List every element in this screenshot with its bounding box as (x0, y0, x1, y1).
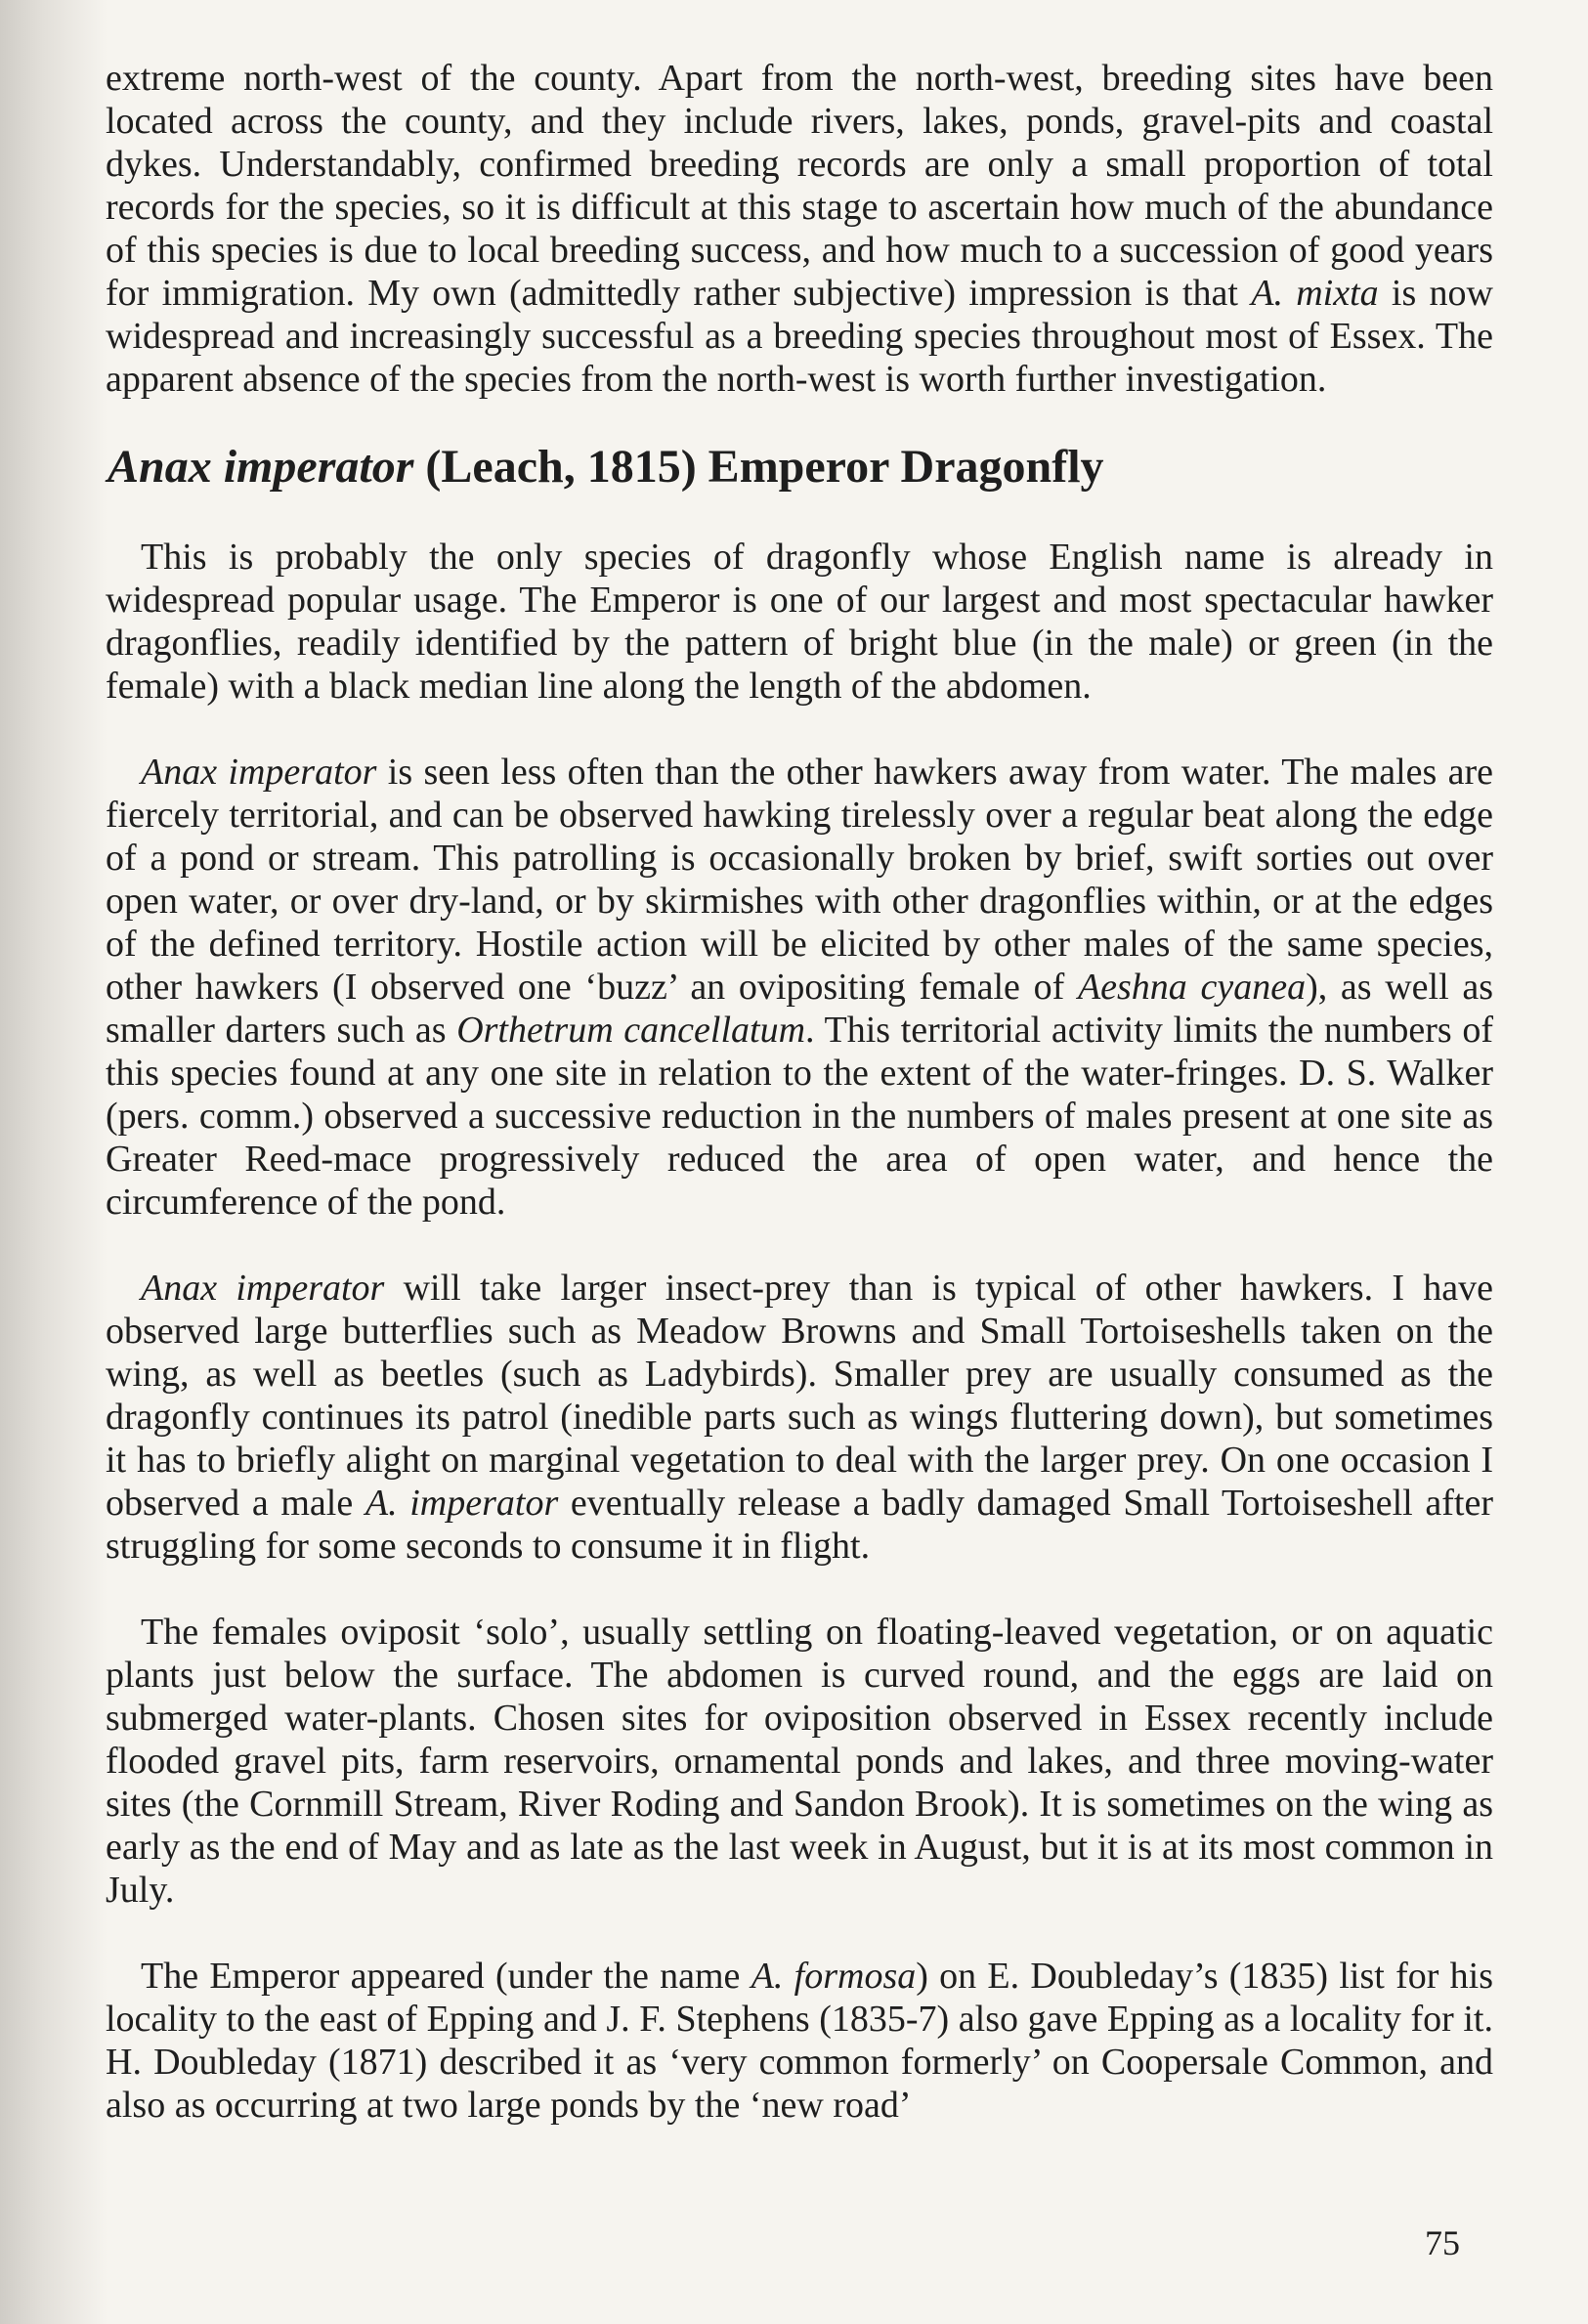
paragraph-prey (106, 1267, 1493, 1568)
paragraph-gap (106, 1224, 1493, 1267)
paragraph-text: ), as well as smaller darters such as (106, 967, 1493, 1051)
paragraph-text: will take larger insect-prey than is typical of other hawkers. I have observed large butterflies such as Meadow Browns and Small Tortoiseshells taken on the wing, as well as beetles (such as Ladybirds). Smaller prey are usually consumed as the dragonfly continues its patrol (inedible parts such as wings fluttering down), but sometimes it has to briefly alight on marginal vegetation to deal with the larger prey. On one occasion I observed a male (106, 1268, 1493, 1524)
species-name: Aeshna cyanea (1077, 967, 1307, 1008)
heading-common-name: (Leach, 1815) Emperor Dragonfly (413, 441, 1104, 493)
paragraph-territorial (106, 751, 1493, 1224)
paragraph-text: ) on E. Doubleday’s (1835) list for his locality to the east of Epping and J. F. Stephens (1835-7) also gave Epping as a locality for it. H. Doubleday (1871) described it as ‘very common formerly’ on Coopersale Common, and also as occurring at two large ponds by the ‘new road’ (106, 1956, 1494, 2126)
heading-scientific-name: Anax imperator (107, 441, 414, 493)
paragraph-text: This is probably the only species of dragonfly whose English name is already in widespread popular usage. The Emperor is one of our largest and most spectacular hawker dragonflies, readily identified by the pattern of bright blue (in the male) or green (in the female) with a black median line along the length of the abdomen. (106, 537, 1493, 707)
paragraph-text: is now widespread and increasingly successful as a breeding species throughout most of Essex. The apparent absence of the species from the north-west is worth further investigation. (106, 273, 1493, 400)
species-name: A. imperator (365, 1483, 559, 1524)
species-name: A. formosa (751, 1956, 917, 1997)
paragraph-gap (106, 1568, 1493, 1611)
paragraph-text: extreme north-west of the county. Apart from the north-west, breeding sites have been located across the county, and they include rivers, lakes, ponds, gravel-pits and coastal dykes. Understandably, confirmed breeding records are only a small proportion of total records for the species, so it is difficult at this stage to ascertain how much of the abundance of this species is due to local breeding success, and how much to a succession of good years for immigration. My own (admittedly rather subjective) impression is that (106, 58, 1493, 314)
paragraph-text: The females oviposit ‘solo’, usually settling on floating-leaved vegetation, or on aquatic plants just below the surface. The abdomen is curved round, and the eggs are laid on submerged water-plants. Chosen sites for oviposition observed in Essex recently include flooded gravel pits, farm reservoirs, ornamental ponds and lakes, and three moving-water sites (the Cornmill Stream, River Roding and Sandon Brook). It is sometimes on the wing as early as the end of May and as late as the last week in August, but it is at its most common in July. (106, 1612, 1493, 1911)
paragraph-text: eventually release a badly damaged Small Tortoiseshell after struggling for some seconds to consume it in flight. (106, 1483, 1493, 1567)
species-name: Anax imperator (141, 752, 377, 793)
paragraph-text: The Emperor appeared (under the name (141, 1956, 751, 1997)
species-name: A. mixta (1251, 273, 1379, 314)
paragraph-oviposition (106, 1611, 1493, 1912)
paragraph-history (106, 1955, 1493, 2127)
paragraph-gap (106, 708, 1493, 751)
species-name: Orthetrum cancellatum (456, 1010, 806, 1051)
page-body (106, 57, 1493, 2127)
paragraph-text: is seen less often than the other hawkers away from water. The males are fiercely territorial, and can be observed hawking tirelessly over a regular beat along the edge of a pond or stream. This patrolling is occasionally broken by brief, swift sorties out over open water, or over dry-land, or by skirmishes with other dragonflies within, or at the edges of the defined territory. Hostile action will be elicited by other males of the same species, other hawkers (I observed one ‘buzz’ an ovipositing female of (106, 752, 1494, 1008)
page-edge-shadow (0, 0, 107, 2324)
species-heading (107, 440, 1493, 495)
paragraph-intro (106, 536, 1493, 708)
page-number: 75 (1425, 2223, 1460, 2262)
paragraph-gap (106, 1912, 1493, 1955)
species-name: Anax imperator (141, 1268, 385, 1309)
paragraph-text: . This territorial activity limits the numbers of this species found at any one site in relation to the extent of the water-fringes. D. S. Walker (pers. comm.) observed a successive reduction in the numbers of males present at one site as Greater Reed-mace progressively reduced the area of open water, and hence the circumference of the pond. (106, 1010, 1494, 1223)
paragraph-continuation (106, 57, 1493, 401)
